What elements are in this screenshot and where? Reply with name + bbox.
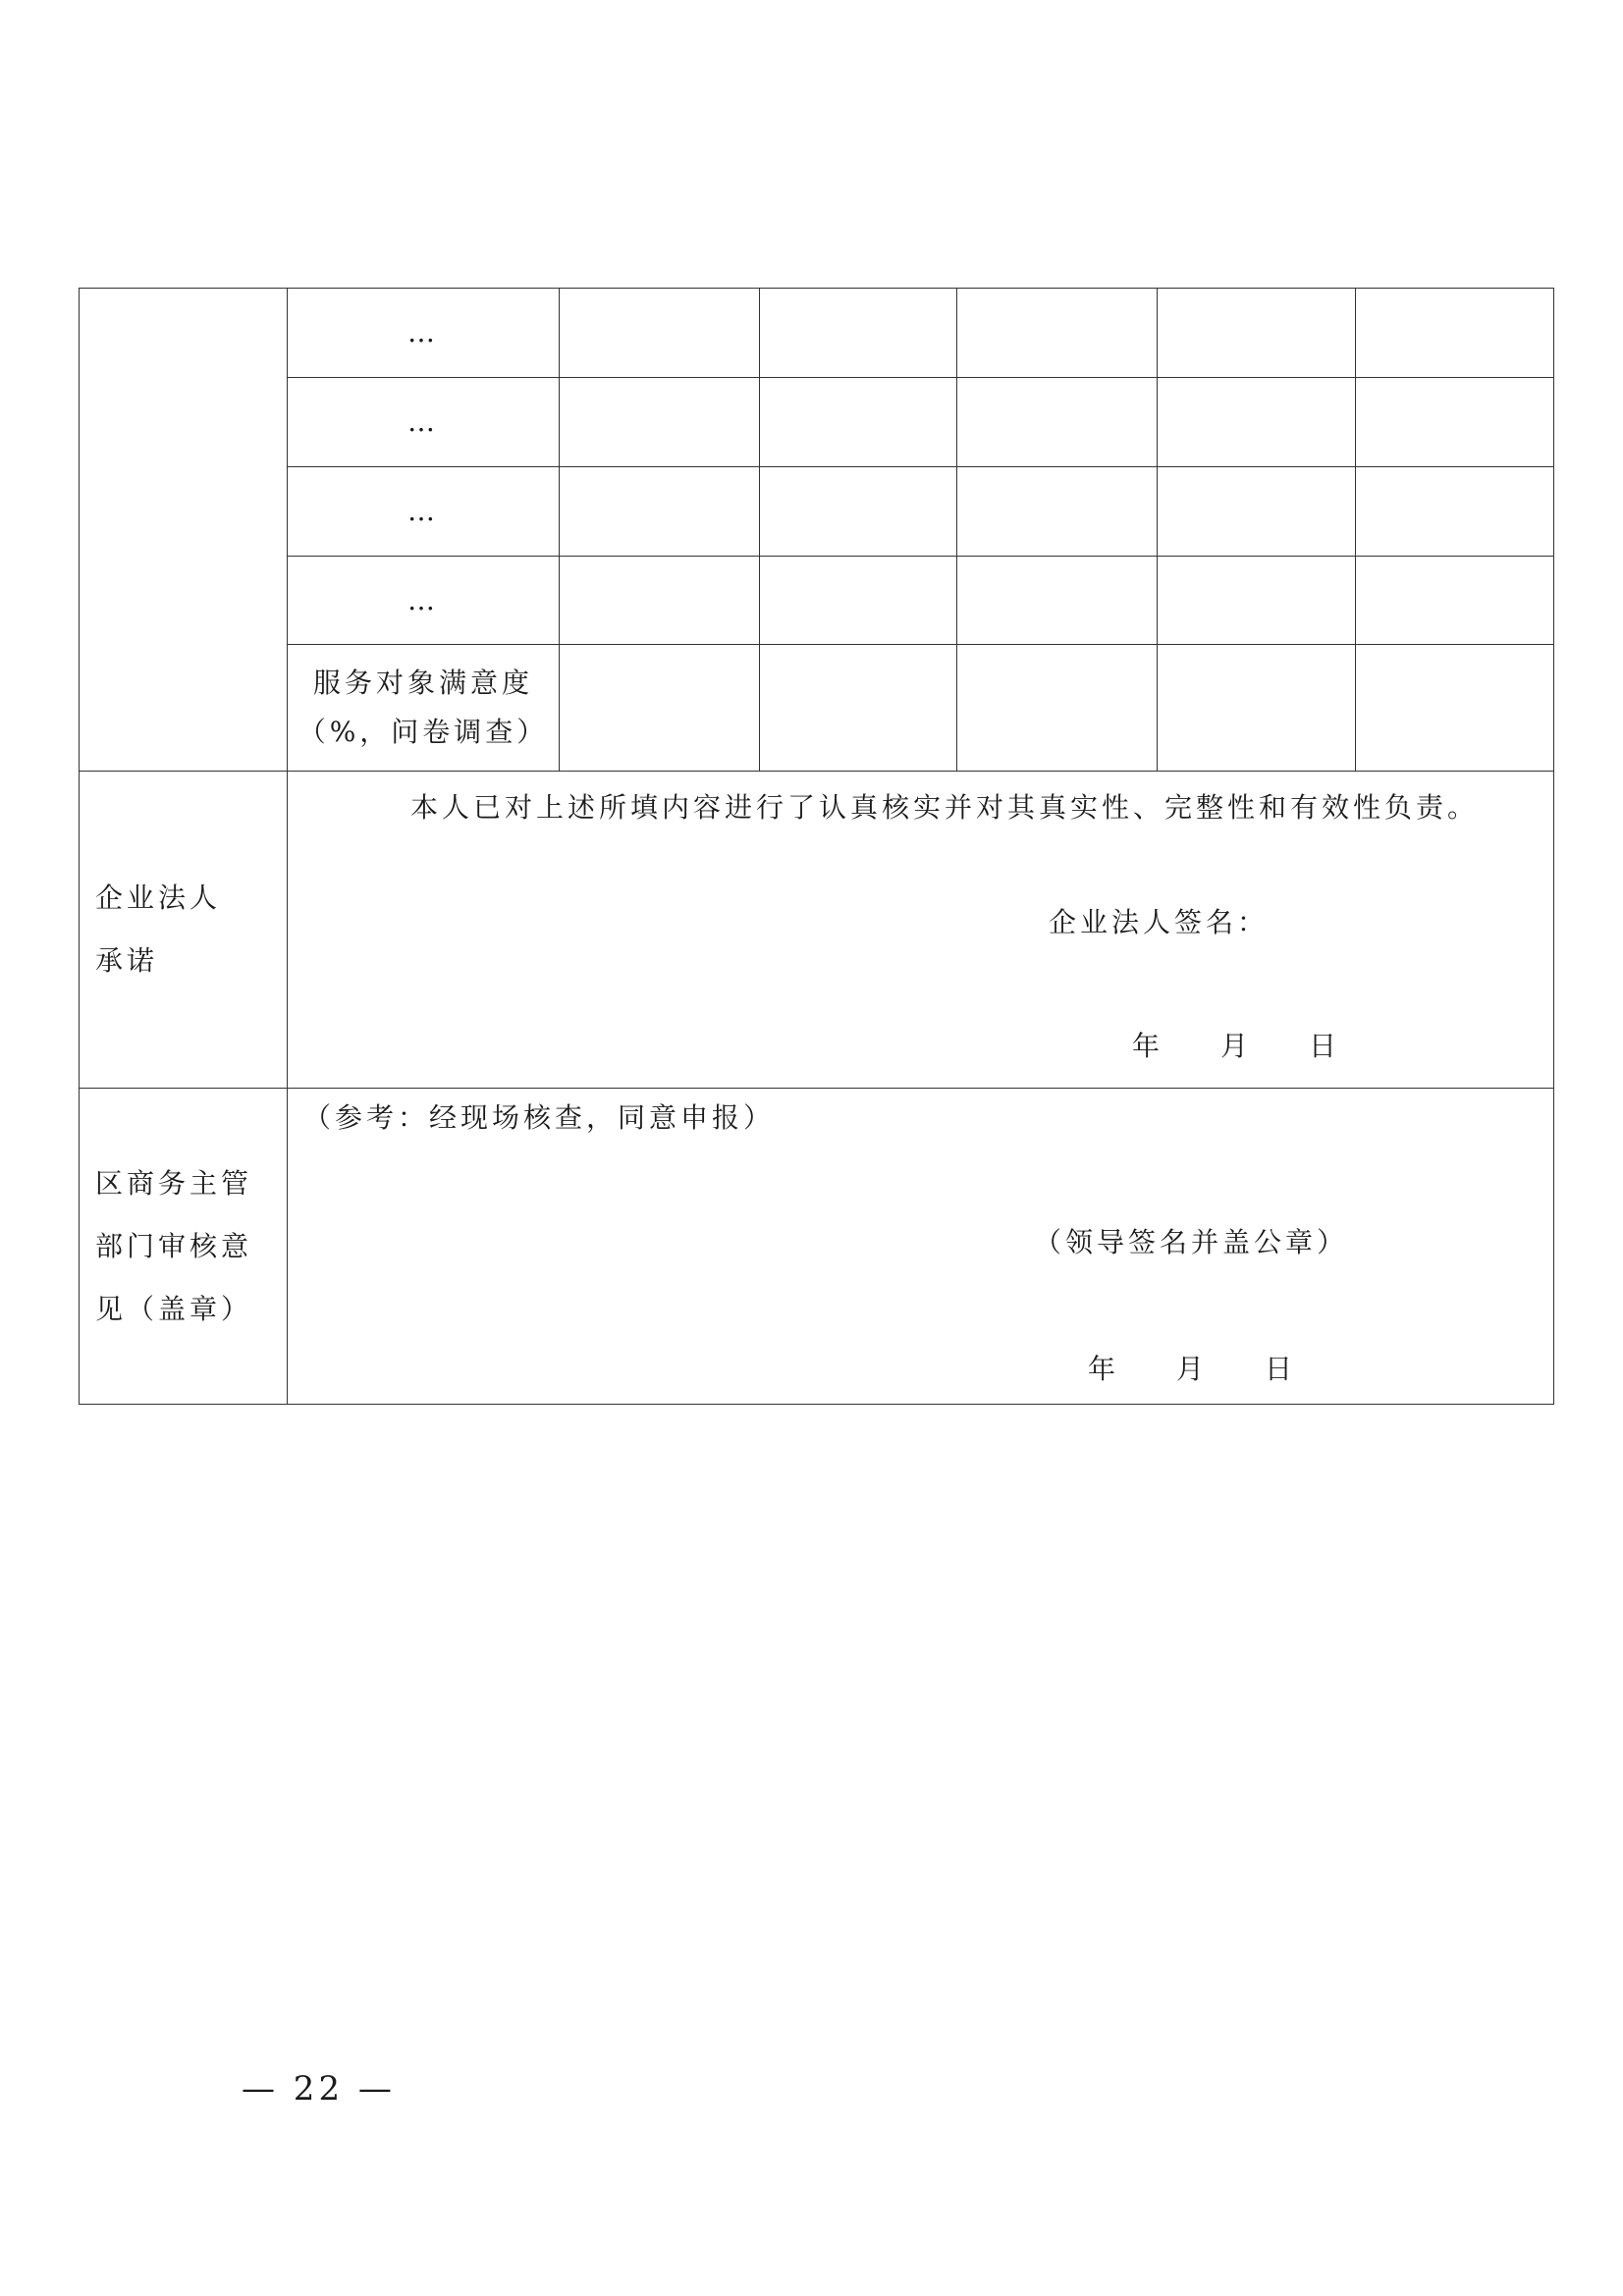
data-input-cell[interactable] bbox=[1356, 557, 1554, 645]
review-content-cell bbox=[288, 1089, 1554, 1405]
data-input-cell[interactable] bbox=[957, 467, 1158, 557]
date-day-label: 日 bbox=[1309, 1030, 1339, 1062]
review-label-cell bbox=[80, 1089, 288, 1405]
data-input-cell[interactable] bbox=[1158, 289, 1356, 378]
indicator-name-cell bbox=[288, 467, 560, 557]
data-input-cell[interactable] bbox=[560, 289, 760, 378]
data-input-cell[interactable] bbox=[760, 378, 957, 467]
data-input-cell[interactable] bbox=[957, 289, 1158, 378]
data-input-cell[interactable] bbox=[560, 467, 760, 557]
date-day-label: 日 bbox=[1265, 1353, 1295, 1385]
page-number: — 22 — bbox=[242, 2069, 396, 2109]
data-input-cell[interactable] bbox=[560, 378, 760, 467]
leader-signature-label: （领导签名并盖公章） bbox=[1034, 1226, 1349, 1258]
data-input-cell[interactable] bbox=[1158, 557, 1356, 645]
indicator-label-line-2: （%，问卷调查） bbox=[298, 716, 549, 748]
date-month-label: 月 bbox=[1220, 1030, 1251, 1062]
data-input-cell[interactable] bbox=[1158, 645, 1356, 772]
indicator-name-cell bbox=[288, 557, 560, 645]
review-row bbox=[80, 1089, 1554, 1405]
review-label-line-3: 见（盖章） bbox=[95, 1292, 253, 1325]
data-input-cell[interactable] bbox=[760, 467, 957, 557]
data-input-cell[interactable] bbox=[560, 645, 760, 772]
review-reference-note: （参考：经现场核查，同意申报） bbox=[303, 1101, 776, 1134]
data-input-cell[interactable] bbox=[760, 557, 957, 645]
date-year-label: 年 bbox=[1088, 1353, 1118, 1385]
indicator-label: … bbox=[407, 495, 439, 527]
indicator-name-cell bbox=[288, 378, 560, 467]
data-input-cell[interactable] bbox=[1356, 378, 1554, 467]
commitment-statement: 本人已对上述所填内容进行了认真核实并对其真实性、完整性和有效性负责。 bbox=[410, 791, 1480, 824]
date-month-label: 月 bbox=[1176, 1353, 1207, 1385]
review-label-line-2: 部门审核意 bbox=[95, 1229, 253, 1262]
table-row bbox=[80, 645, 1554, 772]
indicator-label: … bbox=[407, 405, 439, 438]
data-input-cell[interactable] bbox=[1356, 467, 1554, 557]
review-label-line-1: 区商务主管 bbox=[95, 1166, 253, 1200]
data-input-cell[interactable] bbox=[560, 557, 760, 645]
data-input-cell[interactable] bbox=[957, 645, 1158, 772]
data-input-cell[interactable] bbox=[760, 289, 957, 378]
commitment-date bbox=[1132, 1030, 1339, 1062]
data-input-cell[interactable] bbox=[1158, 467, 1356, 557]
indicator-name-cell bbox=[288, 289, 560, 378]
indicator-label: … bbox=[407, 316, 439, 348]
table-row bbox=[80, 289, 1554, 378]
data-input-cell[interactable] bbox=[1356, 645, 1554, 772]
table-row bbox=[80, 557, 1554, 645]
commitment-label-line-1: 企业法人 bbox=[95, 881, 222, 914]
data-input-cell[interactable] bbox=[1158, 378, 1356, 467]
legal-rep-signature-label: 企业法人签名： bbox=[1049, 906, 1270, 938]
table-row bbox=[80, 378, 1554, 467]
data-input-cell[interactable] bbox=[957, 378, 1158, 467]
commitment-label-cell bbox=[80, 772, 288, 1089]
data-input-cell[interactable] bbox=[760, 645, 957, 772]
commitment-label-line-2: 承诺 bbox=[95, 944, 159, 977]
table-row bbox=[80, 467, 1554, 557]
data-input-cell[interactable] bbox=[1356, 289, 1554, 378]
indicator-name-cell bbox=[288, 645, 560, 772]
indicator-label-line-1: 服务对象满意度 bbox=[312, 667, 533, 699]
category-label-cell bbox=[80, 289, 288, 772]
commitment-row bbox=[80, 772, 1554, 1089]
review-date bbox=[1088, 1353, 1295, 1385]
date-year-label: 年 bbox=[1132, 1030, 1163, 1062]
commitment-content-cell bbox=[288, 772, 1554, 1089]
application-form-table bbox=[79, 288, 1554, 1405]
data-input-cell[interactable] bbox=[957, 557, 1158, 645]
indicator-label: … bbox=[407, 583, 439, 616]
